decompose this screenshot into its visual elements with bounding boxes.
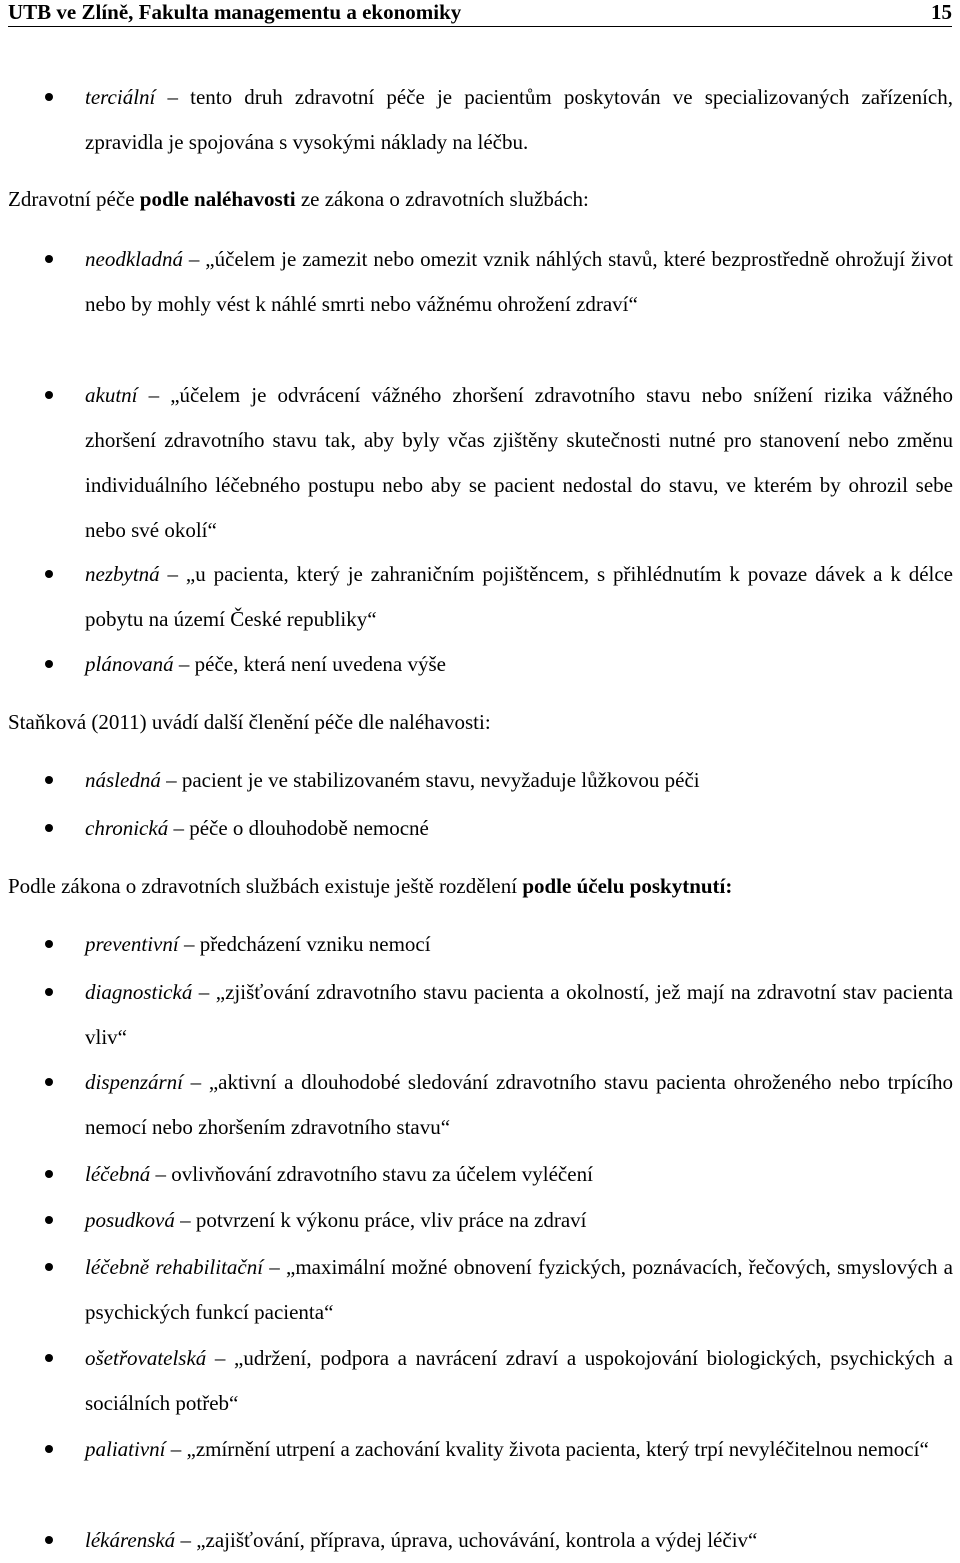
list-item-dispenzarni [85,1060,953,1150]
bullet-icon [45,1078,53,1086]
bullet-icon [45,1536,53,1544]
list-item-lecebne-rehabilitacni [85,1245,953,1335]
list-item-chronicka [85,806,953,851]
bullet-icon [45,570,53,578]
bullet-icon [45,1354,53,1362]
paragraph-text: Staňková (2011) uvádí další členění péče dle naléhavosti: [8,710,491,734]
item-term: neodkladná [85,247,183,271]
item-dash: – [165,1437,187,1461]
item-dash: – [173,652,195,676]
item-dash: – [183,1070,209,1094]
paragraph-text: Zdravotní péče [8,187,140,211]
item-dash: – [192,980,216,1004]
item-dash: – [168,816,190,840]
paragraph-text: ze zákona o zdravotních službách: [295,187,589,211]
item-dash: – [174,1208,196,1232]
bullet-icon [45,940,53,948]
item-text: péče, která není uvedena výše [194,652,446,676]
item-term: dispenzární [85,1070,184,1094]
paragraph-purpose [8,863,952,909]
bullet-icon [45,391,53,399]
item-text: „zmírnění utrpení a zachování kvality života pacienta, který trpí nevyléčitelnou nemocí“ [186,1437,929,1461]
item-term: preventivní [85,932,179,956]
item-dash: – [178,932,200,956]
item-dash: – [150,1162,172,1186]
bullet-icon [45,1445,53,1453]
item-text: „aktivní a dlouhodobé sledování zdravotního stavu pacienta ohroženého nebo trpícího nemocí nebo zhoršením zdravotního stavu“ [85,1070,954,1139]
item-dash: – [160,768,182,792]
header-title: UTB ve Zlíně, Fakulta managementu a ekonomiky [8,0,462,24]
item-dash: – [206,1346,235,1370]
item-term: terciální [85,85,156,109]
list-item-osetrovatelska [85,1336,953,1426]
list-item-akutni [85,373,953,553]
list-item-preventivni [85,922,953,967]
item-dash: – [175,1528,197,1552]
item-term: akutní [85,383,138,407]
bullet-icon [45,988,53,996]
item-dash: – [155,85,191,109]
list-item-posudkova [85,1198,953,1243]
item-term: posudková [85,1208,175,1232]
bullet-icon [45,824,53,832]
item-term: lékárenská [85,1528,176,1552]
item-dash: – [137,383,171,407]
bullet-icon [45,255,53,263]
list-item-paliativni [85,1427,953,1472]
item-term: diagnostická [85,980,193,1004]
item-dash: – [159,562,186,586]
page-number: 15 [931,0,952,24]
item-text: „udržení, podpora a navrácení zdraví a uspokojování biologických, psychických a sociálních potřeb“ [85,1346,953,1415]
item-term: léčebně rehabilitační [85,1255,264,1279]
list-item-diagnosticka [85,970,953,1060]
item-text: „zajišťování, příprava, úprava, uchovávání, kontrola a výdej léčiv“ [196,1528,758,1552]
list-item-neodkladna [85,237,953,327]
list-item-nezbytna [85,552,953,642]
item-text: pacient je ve stabilizovaném stavu, nevyžaduje lůžkovou péči [181,768,700,792]
item-term: chronická [85,816,169,840]
page-header [8,0,952,27]
bullet-icon [45,1170,53,1178]
item-text: ovlivňování zdravotního stavu za účelem vyléčení [171,1162,593,1186]
item-text: potvrzení k výkonu práce, vliv práce na zdraví [195,1208,587,1232]
paragraph-stankova [8,699,952,745]
bullet-icon [45,93,53,101]
item-term: nezbytná [85,562,160,586]
item-text: „zjišťování zdravotního stavu pacienta a okolností, jež mají na zdravotní stav pacienta vliv“ [85,980,954,1049]
item-term: následná [85,768,161,792]
item-dash: – [182,247,206,271]
list-item-planovana [85,642,953,687]
list-item-lekarenska [85,1518,953,1563]
paragraph-text: Podle zákona o zdravotních službách existuje ještě rozdělení [8,874,523,898]
item-term: paliativní [85,1437,166,1461]
paragraph-bold: podle účelu poskytnutí: [522,874,733,898]
bullet-icon [45,1216,53,1224]
paragraph-bold: podle naléhavosti [139,187,296,211]
bullet-icon [45,1263,53,1271]
bullet-icon [45,776,53,784]
list-item-lecebna [85,1152,953,1197]
list-item-nasledna [85,758,953,803]
item-term: léčebná [85,1162,151,1186]
item-term: plánovaná [85,652,174,676]
item-text: „u pacienta, který je zahraničním pojištěncem, s přihlédnutím k povaze dávek a k délce pobytu na území České republiky“ [85,562,953,631]
item-term: ošetřovatelská [85,1346,207,1370]
bullet-icon [45,660,53,668]
list-item-tercialni [85,75,953,165]
item-text: „účelem je zamezit nebo omezit vznik náhlých stavů, které bezprostředně ohrožují život nebo by mohly vést k náhlé smrti nebo vážnému ohrožení zdraví“ [85,247,953,316]
item-text: „maximální možné obnovení fyzických, poznávacích, řečových, smyslových a psychických funkcí pacienta“ [85,1255,954,1324]
paragraph-urgency [8,176,952,222]
item-text: péče o dlouhodobě nemocné [189,816,429,840]
item-text: předcházení vzniku nemocí [199,932,431,956]
item-text: „účelem je odvrácení vážného zhoršení zdravotního stavu nebo snížení rizika vážného zhoršení zdravotního stavu tak, aby byly včas zjištěny skutečnosti nutné pro stanovení nebo změnu individuálního léčebného postupu nebo aby se pacient nedostal do stavu, ve kterém by ohrozil sebe nebo své okolí“ [85,383,954,542]
item-text: tento druh zdravotní péče je pacientům poskytován ve specializovaných zařízeních, zpravidla je spojována s vysokými náklady na léčbu. [85,85,954,154]
item-dash: – [263,1255,287,1279]
